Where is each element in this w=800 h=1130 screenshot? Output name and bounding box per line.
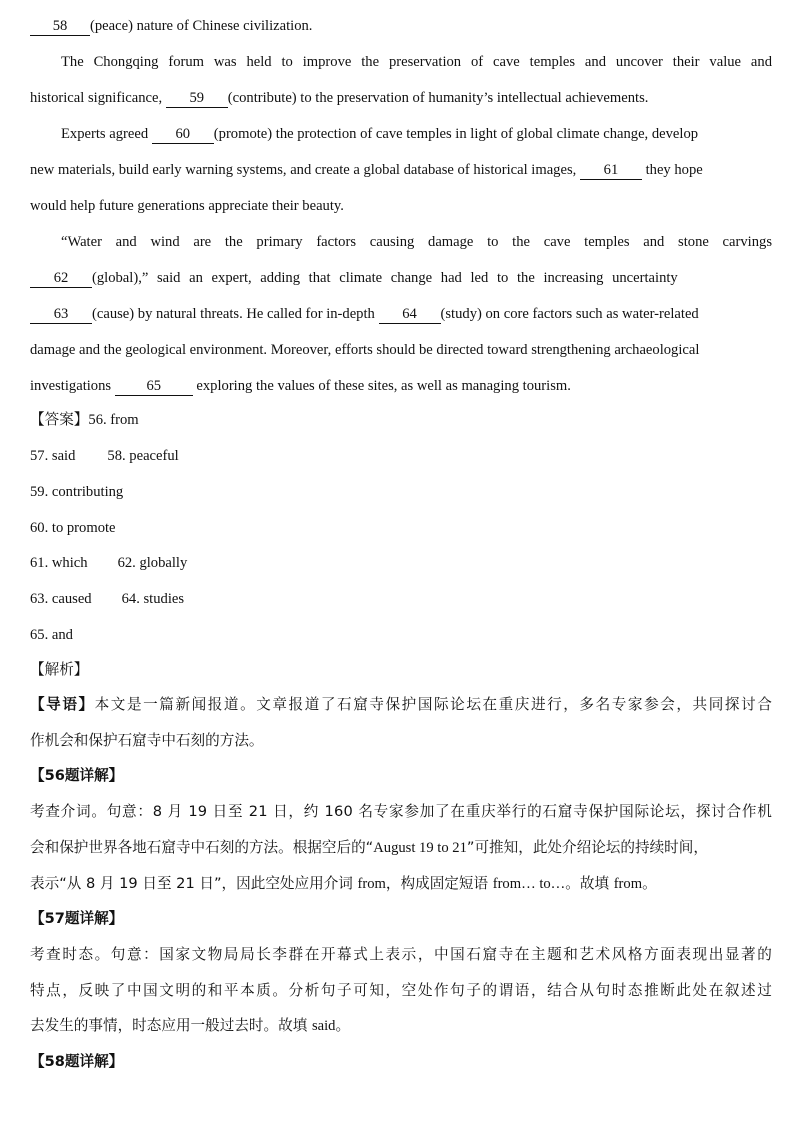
- passage-text: Experts agreed: [61, 126, 149, 142]
- answer-line-1: [30, 410, 772, 430]
- passage-text: (peace) nature of Chinese civilization.: [90, 18, 313, 34]
- q57-text: 。: [335, 1017, 351, 1034]
- blank-60: 60: [152, 126, 214, 144]
- guide-label: 【导语】: [30, 696, 95, 713]
- blank-64: 64: [379, 306, 441, 324]
- passage-line-11: [30, 376, 772, 396]
- q56-line-1: 考查介词。句意：8 月 19 日至 21 日，约 160 名专家参加了在重庆举行的石窟寺保护国际论坛，探讨合作机: [30, 803, 772, 820]
- passage-text: (study) on core factors such as water-related: [440, 306, 699, 322]
- answer-line-4: 60. to promote: [30, 520, 116, 536]
- q56-text: 表示“从 8 月 19 日至 21 日”，因此空处应用介词: [30, 875, 358, 892]
- q57-label: 【57题详解】: [30, 910, 124, 927]
- answer-item: 61. which: [30, 555, 88, 571]
- blank-62: 62: [30, 270, 92, 288]
- passage-line-6: would help future generations appreciate their beauty.: [30, 198, 344, 214]
- passage-text: new materials, build early warning systems, and create a global database of historical images,: [30, 162, 577, 178]
- passage-text: (contribute) to the preservation of humanity’s intellectual achievements.: [227, 90, 649, 106]
- q56-label: 【56题详解】: [30, 767, 124, 784]
- guide-line-1: [30, 695, 772, 715]
- passage-line-5: [30, 160, 772, 180]
- passage-text: they hope: [645, 162, 703, 178]
- analysis-label: 【解析】: [30, 661, 89, 678]
- passage-text: exploring the values of these sites, as well as managing tourism.: [196, 378, 571, 394]
- blank-61: 61: [580, 162, 642, 180]
- q56-text: 。: [642, 875, 657, 892]
- q57-line-1: 考查时态。句意：国家文物局局长李群在开幕式上表示，中国石窟寺在主题和艺术风格方面表现出显著的: [30, 946, 772, 963]
- q56-text: from: [357, 876, 386, 892]
- blank-59: 59: [166, 90, 228, 108]
- q56-text: from: [613, 876, 643, 892]
- passage-line-9: [30, 304, 772, 324]
- passage-line-3: [30, 88, 772, 108]
- blank-58: 58: [30, 18, 90, 36]
- passage-text: historical significance,: [30, 90, 163, 106]
- answer-line-5: [30, 553, 772, 573]
- q56-text: August 19 to 21: [373, 840, 467, 856]
- q57-line-2: 特点，反映了中国文明的和平本质。分析句子可知，空处作句子的谓语，结合从句时态推断此处在叙述过: [30, 982, 772, 999]
- answer-line-7: 65. and: [30, 627, 73, 643]
- passage-text: (global),” said an expert, adding that climate change had led to the increasing uncertainty: [92, 270, 678, 286]
- answer-line-6: [30, 589, 772, 609]
- answer-item: 63. caused: [30, 591, 92, 607]
- passage-line-4: [61, 124, 772, 144]
- q57-line-3: [30, 1016, 772, 1036]
- guide-text: 本文是一篇新闻报道。文章报道了石窟寺保护国际论坛在重庆进行，多名专家参会，共同探讨合: [94, 696, 772, 713]
- q56-text: ”可推知，此处介绍论坛的持续时间，: [466, 839, 708, 856]
- q58-label: 【58题详解】: [30, 1053, 124, 1070]
- blank-63: 63: [30, 306, 92, 324]
- passage-text: investigations: [30, 378, 112, 394]
- passage-line-1: [30, 16, 772, 36]
- q56-line-3: [30, 874, 772, 894]
- q56-line-2: [30, 838, 772, 858]
- q56-text: from… to…: [492, 876, 566, 892]
- q56-text: ，构成固定短语: [385, 875, 493, 892]
- passage-text: (promote) the protection of cave temples in light of global climate change, develop: [213, 126, 699, 142]
- answer-item: 62. globally: [117, 555, 188, 571]
- answer-line-3: 59. contributing: [30, 484, 124, 500]
- answer-item: 56. from: [88, 412, 139, 428]
- passage-line-7: “Water and wind are the primary factors causing damage to the cave temples and stone carvings: [61, 234, 772, 250]
- answer-item: 57. said: [30, 448, 76, 464]
- q56-text: 会和保护世界各地石窟寺中石刻的方法。根据空后的“: [30, 839, 374, 856]
- passage-line-2: The Chongqing forum was held to improve the preservation of cave temples and uncover their value and: [61, 54, 772, 70]
- passage-line-8: [30, 268, 772, 288]
- answer-line-2: [30, 446, 772, 466]
- passage-line-10: damage and the geological environment. Moreover, efforts should be directed toward strengthening archaeological: [30, 342, 700, 358]
- passage-text: (cause) by natural threats. He called for in-depth: [92, 306, 375, 322]
- q57-text: 去发生的事情，时态应用一般过去时。故填: [30, 1017, 312, 1034]
- answer-item: 58. peaceful: [107, 448, 179, 464]
- guide-line-2: 作机会和保护石窟寺中石刻的方法。: [30, 732, 264, 749]
- q57-text: said: [311, 1018, 336, 1034]
- q56-text: 。故填: [565, 875, 614, 892]
- blank-65: 65: [115, 378, 193, 396]
- answer-label: 【答案】: [30, 411, 89, 428]
- answer-item: 64. studies: [121, 591, 185, 607]
